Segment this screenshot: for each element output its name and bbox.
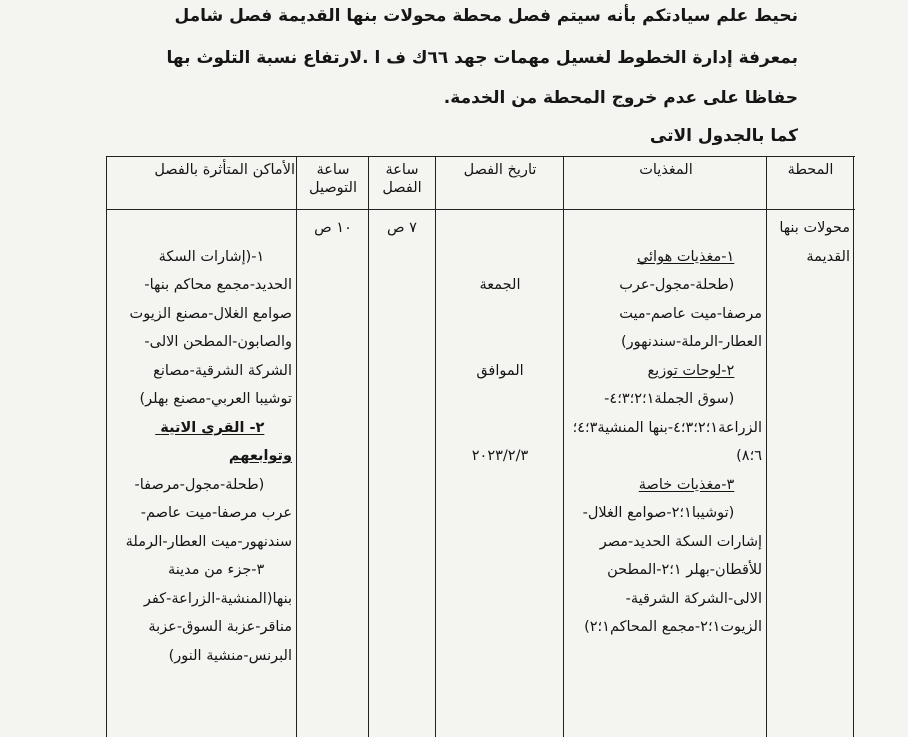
column-divider [563, 157, 564, 737]
cell-connect-time: ١٠ ص [314, 220, 352, 236]
header-station: المحطة [787, 162, 834, 178]
column-divider [296, 157, 297, 737]
affected-part-2-title: ٢- القرى الاتية وتوابعهم [155, 419, 292, 464]
outage-table [106, 156, 855, 737]
header-divider [106, 209, 855, 210]
feeders-panels-text: (سوق الجملة١؛٢؛٣؛٤-الزراعة١؛٢؛٣؛٤-بنها المنشية٣؛٤؛٦؛٨) [572, 391, 762, 464]
affected-part-3: ٣-جزء من مدينة بنها(المنشية-الزراعة-كفر مناقر-عزبة السوق-عزبة البرنس-منشية النور) [139, 562, 292, 664]
intro-line-3: حفاظا على عدم خروج المحطة من الخدمة. [443, 88, 798, 108]
header-affected-places: الأماكن المتأثرة بالفصل [154, 162, 295, 178]
feeders-air-title: ١-مغذيات هوائي [636, 248, 735, 265]
intro-line-2: بمعرفة إدارة الخطوط لغسيل مهمات جهد ٦٦ك ف ا .لارتفاع نسبة التلوث بها [166, 48, 798, 68]
affected-part-1: ١-(إشارات السكة الحديد-مجمع محاكم بنها-صوامع الغلال-مصنع الزيوت والصابون-المطحن الالى-الشركة الشرقية-مصانع توشيبا العربي-مصنع بهلر) [124, 248, 292, 407]
header-cut-time: ساعة الفصل [382, 162, 422, 196]
date-label: الموافق [476, 362, 524, 379]
affected-part-2-text: (طحلة-مجول-مرصفا-عرب مرصفا-ميت عاصم-سندنهور-ميت العطار-الرملة [125, 476, 292, 550]
column-divider [435, 157, 436, 737]
feeders-private-title: ٣-مغذيات خاصة [638, 476, 735, 493]
table-border-right [853, 157, 854, 737]
date-day: الجمعة [479, 277, 521, 293]
column-divider [368, 157, 369, 737]
table-caption: كما بالجدول الاتى [649, 126, 798, 146]
feeders-air-text: (طحلة-مجول-عرب مرصفا-ميت عاصم-ميت العطار-الرملة-سندنهور) [614, 277, 762, 350]
cell-affected-places [112, 214, 292, 699]
header-date: تاريخ الفصل [463, 162, 537, 178]
header-connect-time: ساعة التوصيل [309, 162, 357, 196]
column-divider [766, 157, 767, 737]
cell-cut-time: ٧ ص [387, 220, 417, 236]
intro-line-1: نحيط علم سيادتكم بأنه سيتم فصل محطة محولات بنها القديمة فصل شامل [174, 6, 798, 26]
table-border-left [106, 157, 107, 737]
cell-date [440, 214, 560, 528]
cell-feeders [572, 214, 762, 670]
date-value: ٢٠٢٣/٢/٣ [471, 448, 529, 464]
header-feeders: المغذيات [639, 162, 693, 178]
feeders-private-text: (توشيبا١؛٢-صوامع الغلال-إشارات السكة الحديد-مصر للأقطان-بهلر ١؛٢-المطحن الالى-الشركة الشرقية-الزيوت١؛٢-مجمع المحاكم١؛٢) [582, 505, 762, 635]
cell-station: محولات بنها القديمة [774, 220, 850, 265]
feeders-panels-title: ٢-لوحات توزيع [647, 362, 735, 379]
